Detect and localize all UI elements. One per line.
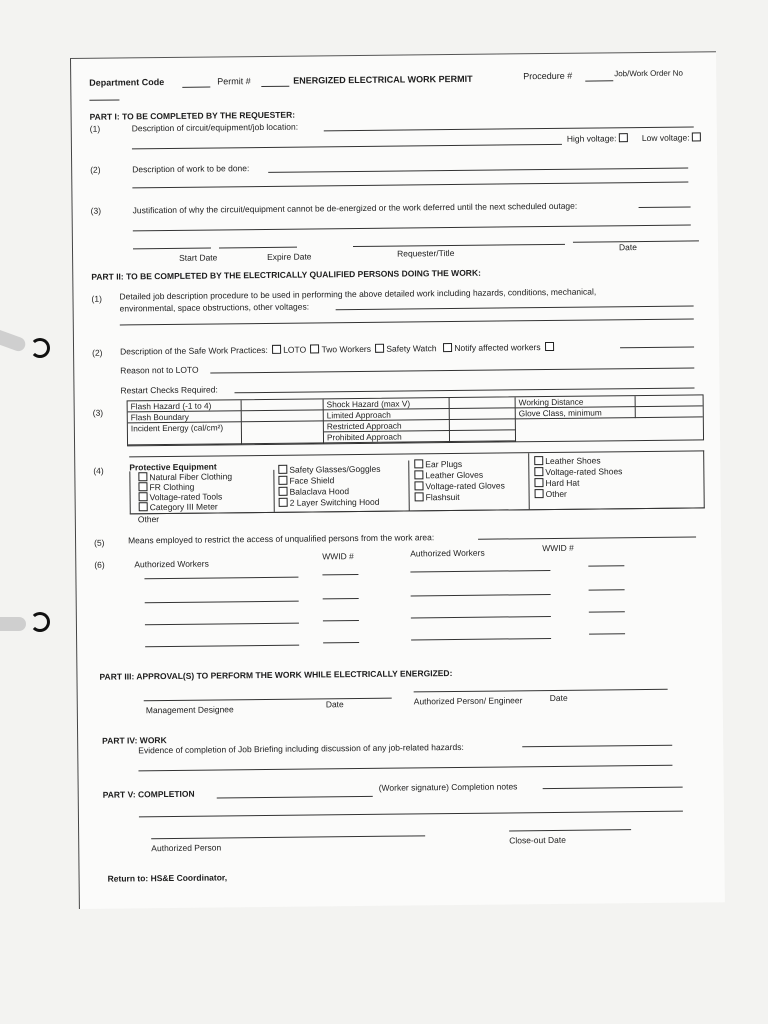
circuit-description-line[interactable] — [324, 126, 694, 131]
department-code-label: Department Code — [89, 77, 165, 88]
job-briefing-label: Evidence of completion of Job Briefing including discussion of any job-related hazards: — [138, 741, 464, 756]
glove-class-label: Glove Class, minimum — [516, 407, 636, 419]
requester-title-label: Requester/Title — [397, 247, 455, 259]
wwid-line[interactable] — [589, 633, 625, 634]
loto-checkbox[interactable] — [272, 345, 281, 354]
item-number: (2) — [90, 164, 101, 175]
binder-ring-top-loop — [30, 338, 50, 358]
part3-heading: PART III: APPROVAL(S) TO PERFORM THE WORK WHILE ELECTRICALLY ENERGIZED: — [99, 668, 453, 682]
reason-loto-line[interactable] — [210, 367, 694, 373]
form-title: ENERGIZED ELECTRICAL WORK PERMIT — [293, 73, 473, 86]
limited-approach-label: Limited Approach — [324, 409, 450, 421]
worker-name-line[interactable] — [411, 594, 551, 596]
part2-heading: PART II: TO BE COMPLETED BY THE ELECTRICALLY QUALIFIED PERSONS DOING THE WORK: — [91, 267, 481, 282]
ppe-item[interactable]: FR Clothing — [136, 482, 194, 492]
high-voltage-checkbox[interactable] — [618, 133, 627, 142]
restrict-access-label: Means employed to restrict the access of unqualified persons from the work area: — [128, 532, 435, 546]
wwid-line[interactable] — [589, 589, 625, 590]
hazard-table — [127, 394, 704, 446]
ppe-item[interactable]: Voltage-rated Tools — [137, 491, 223, 501]
restricted-approach-label: Restricted Approach — [324, 420, 450, 432]
incident-energy-value[interactable] — [242, 421, 324, 444]
working-distance-value[interactable] — [636, 395, 703, 407]
binder-ring-top — [0, 327, 27, 353]
high-voltage-label: High voltage: — [567, 133, 630, 143]
wwid-header: WWID # — [322, 551, 354, 562]
work-description-line[interactable] — [268, 168, 688, 173]
worker-signature-label: (Worker signature) Completion notes — [378, 781, 518, 793]
ppe-item[interactable]: Leather Shoes — [532, 455, 600, 465]
ppe-item[interactable]: Balaclava Hood — [277, 486, 350, 496]
flash-hazard-value[interactable] — [242, 399, 324, 411]
completion-notes-line[interactable] — [543, 787, 683, 789]
worker-name-line[interactable] — [145, 601, 299, 604]
item-number: (1) — [91, 293, 102, 304]
two-workers-checkbox[interactable] — [310, 344, 319, 353]
item-number: (2) — [92, 347, 103, 358]
working-distance-label: Working Distance — [516, 396, 636, 408]
part4-heading: PART IV: WORK — [102, 735, 167, 746]
ppe-item[interactable]: Natural Fiber Clothing — [136, 471, 232, 482]
reason-loto-label: Reason not to LOTO — [120, 364, 199, 376]
authorized-workers-header: Authorized Workers — [134, 558, 209, 570]
notify-workers-checkbox[interactable] — [443, 343, 452, 352]
glove-class-value[interactable] — [636, 406, 703, 418]
ppe-other-label: Other — [137, 514, 160, 525]
worker-name-line[interactable] — [410, 570, 550, 572]
completion-line[interactable] — [217, 796, 373, 799]
restricted-approach-value[interactable] — [450, 419, 516, 431]
ppe-item[interactable]: Voltage-rated Gloves — [412, 480, 504, 490]
return-to-label: Return to: HS&E Coordinator, — [107, 872, 228, 884]
flash-hazard-label: Flash Hazard (-1 to 4) — [128, 400, 242, 412]
wwid-line[interactable] — [588, 565, 624, 566]
item-number: (5) — [94, 537, 105, 548]
binder-ring-bottom — [0, 617, 26, 631]
worker-name-line[interactable] — [411, 616, 551, 618]
wwid-line[interactable] — [323, 598, 359, 599]
item-number: (3) — [92, 407, 104, 418]
item-number: (6) — [94, 559, 105, 570]
limited-approach-value[interactable] — [450, 408, 516, 420]
shock-hazard-label: Shock Hazard (max V) — [324, 398, 450, 410]
ppe-item[interactable]: Leather Gloves — [412, 470, 483, 480]
ppe-item[interactable]: Other — [533, 489, 567, 499]
low-voltage-label: Low voltage: — [642, 132, 703, 142]
ppe-item[interactable]: Flashsuit — [413, 492, 460, 502]
safe-work-practices-label: Description of the Safe Work Practices: LOTO Two Workers Safety Watch Notify affected workers — [120, 342, 556, 356]
part5-heading: PART V: COMPLETION — [102, 788, 195, 800]
low-voltage-checkbox[interactable] — [692, 132, 701, 141]
management-designee-label: Management Designee — [145, 704, 234, 716]
date-label: Date — [549, 692, 568, 704]
item-number: (1) — [89, 123, 101, 134]
safety-watch-checkbox[interactable] — [375, 344, 384, 353]
job-briefing-line[interactable] — [522, 745, 672, 748]
ppe-item[interactable]: Ear Plugs — [412, 459, 462, 469]
ppe-item[interactable]: Hard Hat — [532, 478, 579, 488]
restart-checks-line[interactable] — [235, 387, 695, 393]
worker-name-line[interactable] — [145, 645, 299, 648]
job-procedure-label-2: environmental, space obstructions, other voltages: — [119, 301, 310, 314]
start-date-label: Start Date — [179, 252, 218, 263]
flash-boundary-label: Flash Boundary — [128, 411, 242, 423]
authorized-workers-header-2: Authorized Workers — [410, 547, 485, 559]
flash-boundary-value[interactable] — [242, 410, 324, 422]
justification-label: Justification of why the circuit/equipment cannot be de-energized or the work deferred until the next scheduled outage: — [132, 200, 578, 216]
ppe-item[interactable]: Safety Glasses/Goggles — [276, 464, 380, 475]
part1-heading: PART I: TO BE COMPLETED BY THE REQUESTER: — [89, 109, 296, 122]
worker-name-line[interactable] — [145, 623, 299, 626]
authorized-person-signature-line[interactable] — [151, 835, 425, 839]
closeout-date-label: Close-out Date — [509, 834, 566, 846]
closeout-date-line[interactable] — [509, 829, 631, 831]
ppe-item[interactable]: 2 Layer Switching Hood — [277, 497, 380, 508]
date-label: Date — [618, 242, 638, 253]
permit-form — [70, 51, 725, 909]
authorized-engineer-signature-line[interactable] — [414, 689, 668, 693]
incident-energy-label: Incident Energy (cal/cm²) — [128, 422, 242, 445]
wwid-line[interactable] — [589, 611, 625, 612]
shock-hazard-value[interactable] — [450, 397, 516, 409]
worker-name-line[interactable] — [411, 638, 551, 640]
ppe-table — [129, 450, 705, 514]
notify-workers-extra-checkbox[interactable] — [545, 342, 554, 351]
binder-ring-bottom-loop — [30, 612, 50, 632]
prohibited-approach-value[interactable] — [450, 430, 516, 442]
job-procedure-line[interactable] — [336, 305, 694, 310]
justification-line[interactable] — [639, 207, 691, 209]
ppe-item[interactable]: Category III Meter — [137, 501, 218, 511]
procedure-label: Procedure # — [523, 70, 573, 82]
wwid-line[interactable] — [323, 620, 359, 621]
job-order-label: Job/Work Order No — [614, 68, 684, 79]
date-label: Date — [325, 699, 344, 710]
job-procedure-label-1: Detailed job description procedure to be used in performing the above detailed work including hazards, conditions, mechanical, — [119, 286, 597, 302]
authorized-person-label: Authorized Person — [151, 842, 222, 854]
ppe-heading: Protective Equipment — [129, 461, 217, 473]
item-number: (3) — [90, 205, 102, 216]
ppe-item[interactable]: Voltage-rated Shoes — [532, 466, 622, 476]
wwid-line[interactable] — [323, 642, 359, 643]
circuit-description-label: Description of circuit/equipment/job location: — [131, 121, 299, 134]
management-signature-line[interactable] — [144, 698, 392, 702]
expire-date-label: Expire Date — [267, 251, 312, 262]
wwid-line[interactable] — [322, 574, 358, 575]
worker-name-line[interactable] — [144, 577, 298, 580]
work-description-label: Description of work to be done: — [132, 163, 250, 175]
restart-checks-label: Restart Checks Required: — [120, 384, 218, 396]
wwid-header-2: WWID # — [542, 542, 574, 554]
prohibited-approach-label: Prohibited Approach — [324, 431, 450, 443]
item-number: (4) — [93, 465, 104, 476]
permit-label: Permit # — [217, 76, 251, 87]
ppe-item[interactable]: Face Shield — [276, 475, 334, 485]
restrict-access-line[interactable] — [478, 536, 696, 539]
authorized-engineer-label: Authorized Person/ Engineer — [413, 695, 523, 707]
